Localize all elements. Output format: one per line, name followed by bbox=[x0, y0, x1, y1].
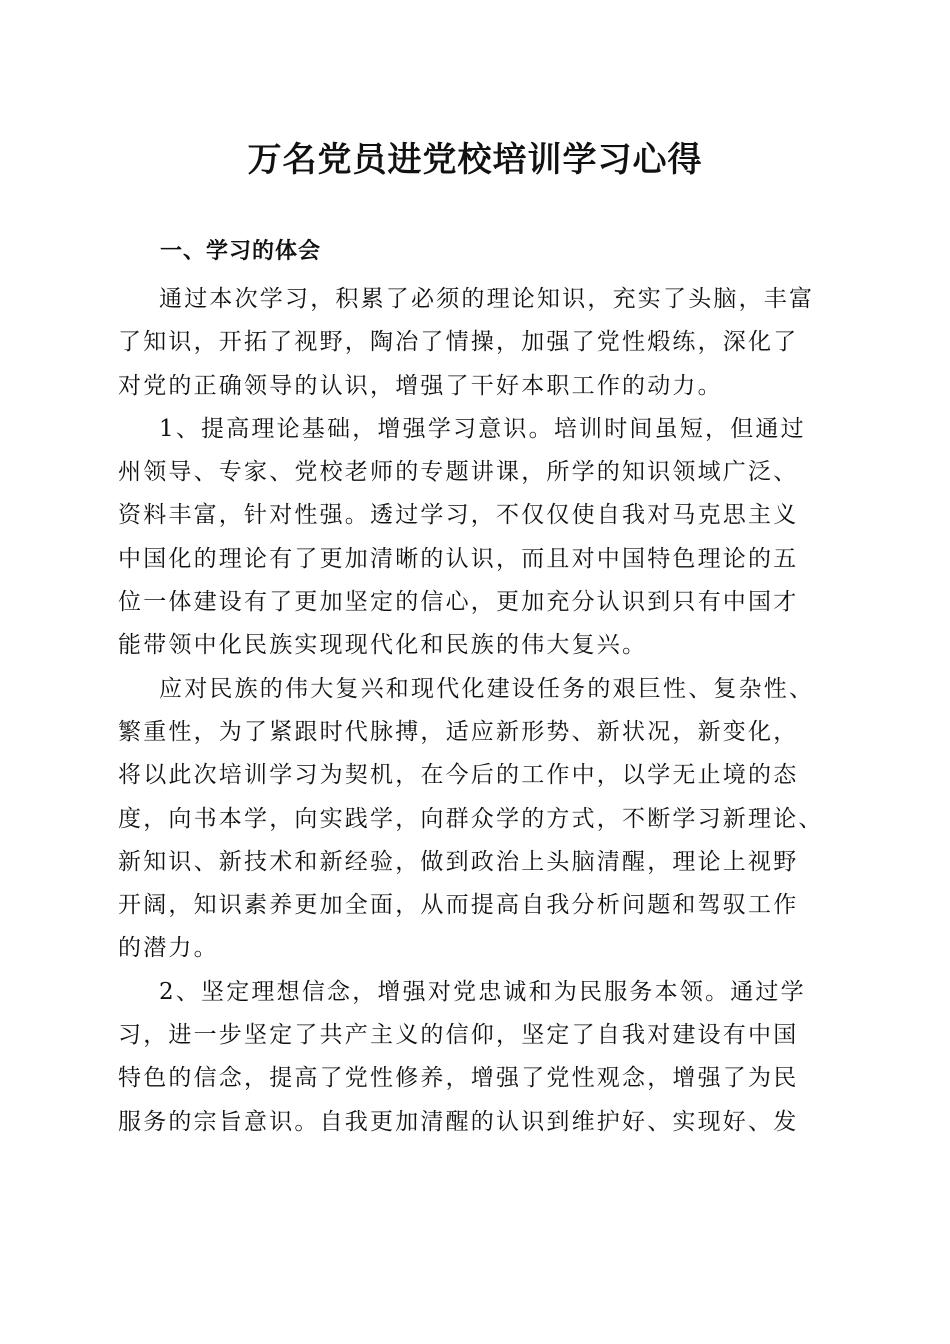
paragraph-line: 位一体建设有了更加坚定的信心，更加充分认识到只有中国才 bbox=[118, 589, 799, 616]
paragraph-line: 服务的宗旨意识。自我更加清醒的认识到维护好、实现好、发 bbox=[118, 1108, 799, 1135]
paragraph-line: 繁重性，为了紧跟时代脉搏，适应新形势、新状况，新变化， bbox=[118, 718, 799, 745]
paragraph-line: 度，向书本学，向实践学，向群众学的方式，不断学习新理论、 bbox=[118, 805, 824, 832]
paragraph-4 bbox=[118, 971, 834, 1144]
paragraph-2 bbox=[118, 408, 834, 668]
document-title: 万名党员进党校培训学习心得 bbox=[247, 140, 703, 180]
paragraph-line: 将以此次培训学习为契机，在今后的工作中，以学无止境的态 bbox=[118, 762, 799, 789]
paragraph-line: 特色的信念，提高了党性修养，增强了党性观念，增强了为民 bbox=[118, 1065, 799, 1092]
paragraph-line: 应对民族的伟大复兴和现代化建设任务的艰巨性、复杂性、 bbox=[159, 675, 815, 702]
paragraph-line: 中国化的理论有了更加清晰的认识，而且对中国特色理论的五 bbox=[118, 545, 799, 572]
document-body bbox=[118, 278, 834, 1144]
paragraph-line: 了知识，开拓了视野，陶冶了情操，加强了党性煅练，深化了 bbox=[118, 329, 799, 356]
paragraph-line: 1、提高理论基础，增强学习意识。培训时间虽短，但通过 bbox=[159, 415, 806, 442]
paragraph-line: 新知识、新技术和新经验，做到政治上头脑清醒，理论上视野 bbox=[118, 848, 799, 875]
paragraph-line: 习，进一步坚定了共产主义的信仰，坚定了自我对建设有中国 bbox=[118, 1022, 799, 1049]
section-heading: 一、学习的体会 bbox=[160, 239, 322, 264]
paragraph-line: 对党的正确领导的认识，增强了干好本职工作的动力。 bbox=[118, 372, 723, 399]
paragraph-line: 州领导、专家、党校老师的专题讲课，所学的知识领域广泛、 bbox=[118, 459, 799, 486]
paragraph-line: 2、坚定理想信念，增强对党忠诚和为民服务本领。通过学 bbox=[159, 978, 806, 1005]
paragraph-line: 开阔，知识素养更加全面，从而提高自我分析问题和驾驭工作 bbox=[118, 892, 799, 919]
paragraph-1 bbox=[118, 278, 834, 408]
paragraph-line: 能带领中化民族实现现代化和民族的伟大复兴。 bbox=[118, 632, 648, 659]
paragraph-line: 资料丰富，针对性强。透过学习，不仅仅使自我对马克思主义 bbox=[118, 502, 799, 529]
paragraph-line: 的潜力。 bbox=[118, 935, 219, 962]
paragraph-3 bbox=[118, 668, 834, 971]
paragraph-line: 通过本次学习，积累了必须的理论知识，充实了头脑，丰富 bbox=[159, 286, 815, 312]
